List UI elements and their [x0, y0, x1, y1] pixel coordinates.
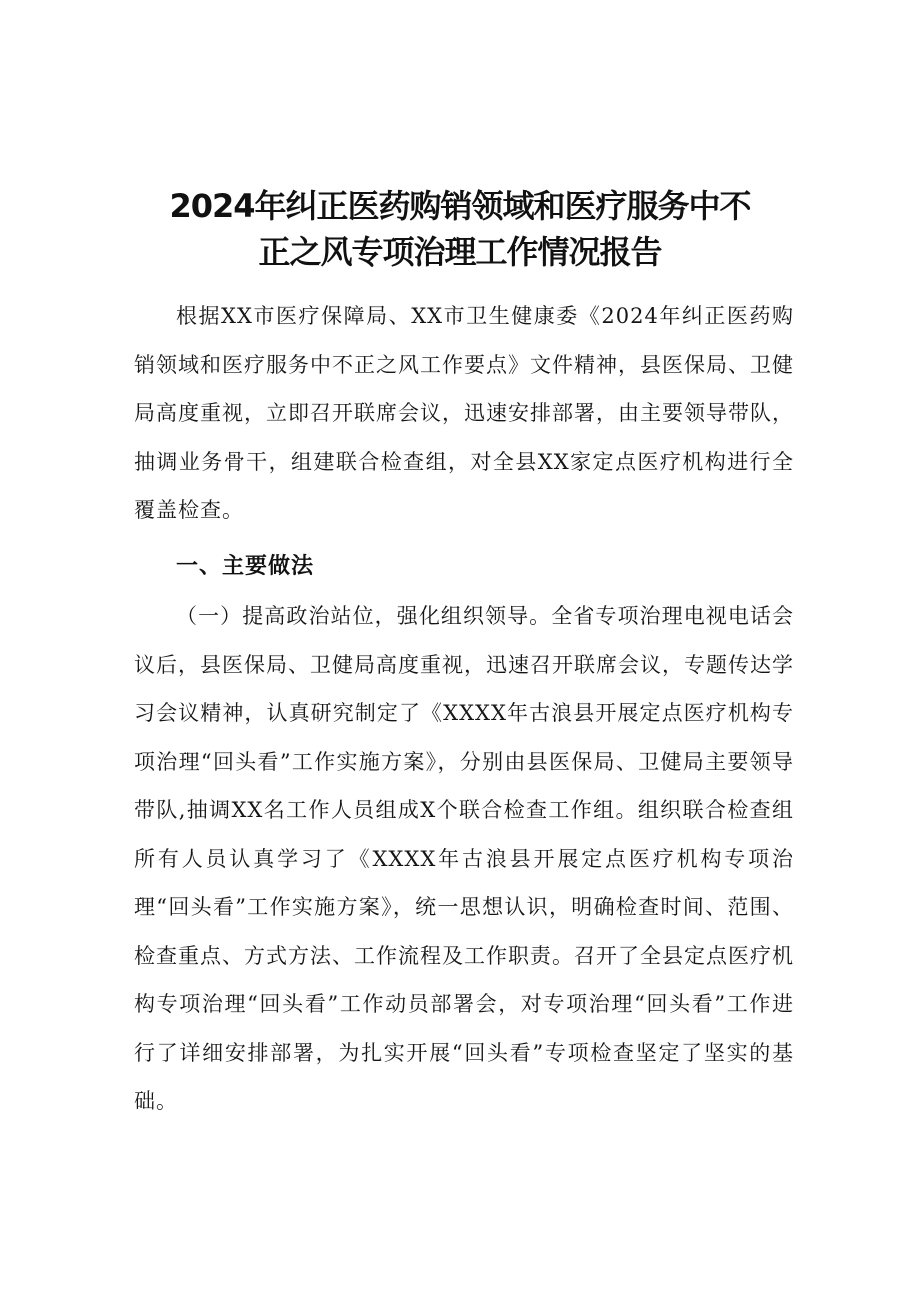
title-line-2: 正之风专项治理工作情况报告: [258, 233, 662, 272]
document-title: [100, 183, 820, 275]
intro-paragraph: 根据XX市医疗保障局、XX市卫生健康委《2024年纠正医药购销领域和医疗服务中不正之风工作要点》文件精神，县医保局、卫健局高度重视，立即召开联席会议，迅速安排部署，由主要领导带队，抽调业务骨干，组建联合检查组，对全县XX家定点医疗机构进行全覆盖检查。: [134, 304, 794, 522]
section-paragraph-1: （一）提高政治站位，强化组织领导。全省专项治理电视电话会议后，县医保局、卫健局高度重视，迅速召开联席会议，专题传达学习会议精神，认真研究制定了《XXXX年古浪县开展定点医疗机构专项治理“回头看”工作实施方案》，分别由县医保局、卫健局主要领导带队,抽调XX名工作人员组成X个联合检查工作组。组织联合检查组所有人员认真学习了《XXXX年古浪县开展定点医疗机构专项治理“回头看”工作实施方案》，统一思想认识，明确检查时间、范围、检查重点、方式方法、工作流程及工作职责。召开了全县定点医疗机构专项治理“回头看”工作动员部署会，对专项治理“回头看”工作进行了详细安排部署，为扎实开展“回头看”专项检查坚定了坚实的基础。: [134, 604, 794, 1113]
section-heading-main-practices: 一、主要做法: [176, 554, 315, 579]
title-line-1: 2024年纠正医药购销领域和医疗服务中不: [169, 187, 751, 226]
